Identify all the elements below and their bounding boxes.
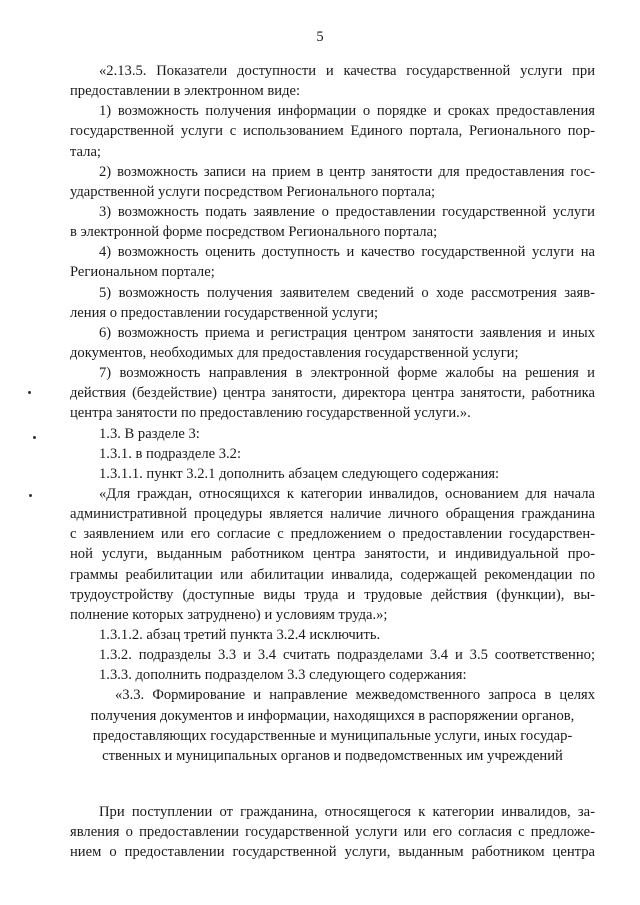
- text-line: трудоустройству (доступные виды труда и трудовые действия (функции), вы-: [70, 586, 595, 603]
- text-line: 1.3.3. дополнить подразделом 3.3 следующего содержания:: [99, 667, 467, 684]
- text-line: центра занятости по предоставлению государственной услуги.».: [70, 405, 471, 422]
- text-line: документов, необходимых для предоставления государственной услуги;: [70, 344, 519, 361]
- text-line: 7) возможность направления в электронной форме жалобы на решения и: [99, 365, 595, 382]
- text-line: действия (бездействие) центра занятости, директора центра занятости, работника: [70, 385, 595, 402]
- text-line: тала;: [70, 143, 101, 160]
- text-line: ной услуги, выданным работником центра занятости, и индивидуальной про-: [70, 546, 595, 563]
- text-line: «2.13.5. Показатели доступности и качества государственной услуги при: [99, 63, 595, 79]
- heading-line: предоставляющих государственные и муниципальные услуги, иных государ-: [92, 727, 573, 744]
- text-line: 2) возможность записи на прием в центр занятости для предоставления гос-: [99, 163, 595, 180]
- text-line: 4) возможность оценить доступность и качество государственной услуги на: [99, 244, 595, 261]
- heading-line: «3.3. Формирование и направление межведомственного запроса в целях: [115, 687, 595, 704]
- text-line: ления о предоставлении государственной услуги;: [70, 304, 379, 321]
- text-line: 1.3.1. в подразделе 3.2:: [99, 445, 242, 462]
- heading-line: ственных и муниципальных органов и подведомственных им учреждений: [102, 747, 563, 764]
- text-line: граммы реабилитации или абилитации инвалида, содержащей рекомендации по: [70, 566, 595, 583]
- text-line: 1) возможность получения информации о порядке и сроках предоставления: [99, 103, 595, 120]
- heading-line: получения документов и информации, находящихся в распоряжении органов,: [90, 707, 575, 724]
- text-line: в электронной форме посредством Регионального портала;: [70, 224, 438, 241]
- text-line: 1.3.2. подразделы 3.3 и 3.4 считать подразделами 3.4 и 3.5 соответственно;: [99, 647, 595, 664]
- text-line: административной процедуры является наличие личного обращения гражданина: [70, 506, 595, 523]
- text-line: полнение которых затруднено) и условиям труда.»;: [70, 606, 388, 623]
- paragraph-gap: [70, 766, 595, 802]
- text-line: явления о предоставлении государственной услуги или его согласия с предложе-: [70, 824, 595, 841]
- text-line: предоставлении в электронном виде:: [70, 83, 301, 100]
- text-line: ударственной услуги посредством Регионального портала;: [70, 183, 436, 200]
- text-line: государственной услуги с использованием Единого портала, Регионального пор-: [70, 123, 595, 140]
- text-line: При поступлении от гражданина, относящегося к категории инвалидов, за-: [99, 803, 595, 820]
- page-number: 5: [316, 29, 324, 45]
- text-line: «Для граждан, относящихся к категории инвалидов, основанием для начала: [99, 485, 595, 502]
- text-line: Региональном портале;: [70, 264, 215, 281]
- text-line: 6) возможность приема и регистрация центром занятости заявления и иных: [99, 324, 595, 341]
- text-line: с заявлением или его согласие с предложением о предоставлении государствен-: [70, 526, 595, 543]
- scan-mark: [33, 436, 36, 439]
- scan-mark: [28, 391, 31, 394]
- text-line: 5) возможность получения заявителем сведений о ходе рассмотрения заяв-: [99, 284, 595, 301]
- document-body: [70, 61, 595, 862]
- text-line: нием о предоставлении государственной услуги, выданным работником центра: [70, 844, 595, 861]
- text-line: 1.3.1.1. пункт 3.2.1 дополнить абзацем следующего содержания:: [99, 465, 500, 482]
- scan-mark: [29, 494, 32, 497]
- text-line: 1.3.1.2. абзац третий пункта 3.2.4 исключить.: [99, 626, 381, 643]
- text-line: 3) возможность подать заявление о предоставлении государственной услуги: [99, 203, 595, 220]
- text-line: 1.3. В разделе 3:: [99, 425, 200, 442]
